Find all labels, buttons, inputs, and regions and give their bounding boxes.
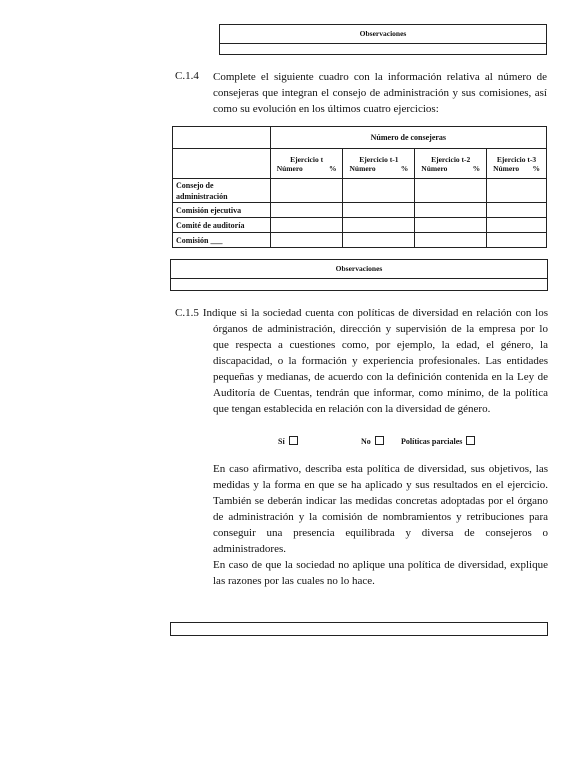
subheader-pct: % <box>328 163 337 173</box>
row-label-comite-auditoria: Comité de auditoría <box>173 218 271 233</box>
subheader-pct: % <box>400 163 409 173</box>
mid-observaciones-box <box>170 259 548 291</box>
year-label: Ejercicio t-2 <box>431 154 471 164</box>
para1-line: medidas y la forma en que se ha aplicado y sus resultados en el ejercicio. <box>213 479 548 491</box>
option-parciales-label: Políticas parciales <box>401 437 463 446</box>
c15-line: órganos de administración, dirección y supervisión de la empresa por lo <box>213 323 548 335</box>
year-label: Ejercicio t <box>290 154 324 164</box>
subheader-numero: Número <box>493 163 520 173</box>
option-no <box>361 436 384 446</box>
table-cell[interactable] <box>487 179 547 203</box>
subheader-numero: Número <box>276 163 303 173</box>
para1-line: conseguir una presencia equilibrada y diversa de consejeros o <box>213 527 548 539</box>
c15-line: que tengan establecida en relación con la diversidad de género. <box>213 403 491 415</box>
paragraph-negative <box>213 557 548 589</box>
subheader-pct: % <box>532 163 540 173</box>
para2-line: En caso de que la sociedad no aplique una política de diversidad, explique <box>213 559 548 571</box>
c14-line-2: consejeras que integran el consejo de administración y sus comisiones, así <box>213 87 547 99</box>
para1-line: En caso afirmativo, describa esta política de diversidad, sus objetivos, las <box>213 463 548 475</box>
table-cell[interactable] <box>487 203 547 218</box>
row-label-comision-blank: Comisión ___ <box>173 233 271 248</box>
year-header-t <box>270 149 343 179</box>
option-si-label: Sí <box>278 437 285 446</box>
top-observaciones-box <box>219 24 547 55</box>
c15-line-1: Indique si la sociedad cuenta con políticas de diversidad en relación con los <box>202 307 548 319</box>
answer-input-box[interactable] <box>170 622 548 636</box>
table-cell[interactable] <box>415 203 487 218</box>
option-si <box>278 436 298 446</box>
section-c15-text <box>175 305 548 417</box>
row-label-consejo: Consejo de administración <box>173 179 271 203</box>
table-cell[interactable] <box>270 218 343 233</box>
option-parciales <box>401 436 475 446</box>
c15-line: discapacidad, o la formación y experiencia profesionales. Las entidades <box>213 355 548 367</box>
subheader-pct: % <box>472 163 481 173</box>
top-observaciones-title: Observaciones <box>220 25 546 44</box>
para2-line: las razones por las cuales no lo hace. <box>213 575 375 587</box>
table-corner-cell <box>173 127 271 149</box>
c15-line: que respecta a cuestiones como, por ejemplo, la edad, el género, la <box>213 339 548 351</box>
table-cell[interactable] <box>487 233 547 248</box>
table-cell[interactable] <box>270 203 343 218</box>
paragraph-affirmative <box>213 461 548 557</box>
table-row-header-empty <box>173 149 271 179</box>
c15-line: pequeñas y medianas, de acuerdo con la definición contenida en la Ley de <box>213 371 548 383</box>
mid-observaciones-title: Observaciones <box>171 260 547 279</box>
table-cell[interactable] <box>415 233 487 248</box>
consejeras-table <box>172 126 547 248</box>
table-cell[interactable] <box>343 203 415 218</box>
table-cell[interactable] <box>487 218 547 233</box>
para1-line: administradores. <box>213 543 287 555</box>
table-cell[interactable] <box>343 233 415 248</box>
table-cell[interactable] <box>415 179 487 203</box>
table-cell[interactable] <box>415 218 487 233</box>
c15-line: Auditoría de Cuentas, tendrán que informar, como mínimo, de la política <box>213 387 548 399</box>
section-number-c14: C.1.4 <box>175 70 199 82</box>
para1-line: También se deberán indicar las medidas concretas adoptadas por el órgano <box>213 495 548 507</box>
row-label-comision-ejecutiva: Comisión ejecutiva <box>173 203 271 218</box>
table-group-header: Número de consejeras <box>270 127 546 149</box>
subheader-numero: Número <box>421 163 448 173</box>
para1-line: de administración y la comisión de nombramientos y retribuciones para <box>213 511 548 523</box>
section-number-c15: C.1.5 <box>175 307 199 319</box>
table-cell[interactable] <box>343 179 415 203</box>
section-c14-text <box>213 69 547 117</box>
subheader-numero: Número <box>349 163 376 173</box>
table-cell[interactable] <box>270 233 343 248</box>
year-header-t1 <box>343 149 415 179</box>
checkbox-parciales[interactable] <box>466 436 475 445</box>
top-observaciones-field[interactable] <box>220 44 546 56</box>
mid-observaciones-field[interactable] <box>171 279 547 291</box>
year-label: Ejercicio t-3 <box>496 154 537 164</box>
c14-line-1: Complete el siguiente cuadro con la información relativa al número de <box>213 71 547 83</box>
year-label: Ejercicio t-1 <box>359 154 399 164</box>
c14-line-3: como su evolución en los últimos cuatro ejercicios: <box>213 103 439 115</box>
checkbox-no[interactable] <box>375 436 384 445</box>
year-header-t3 <box>487 149 547 179</box>
year-header-t2 <box>415 149 487 179</box>
table-cell[interactable] <box>343 218 415 233</box>
table-cell[interactable] <box>270 179 343 203</box>
checkbox-si[interactable] <box>289 436 298 445</box>
option-no-label: No <box>361 437 371 446</box>
